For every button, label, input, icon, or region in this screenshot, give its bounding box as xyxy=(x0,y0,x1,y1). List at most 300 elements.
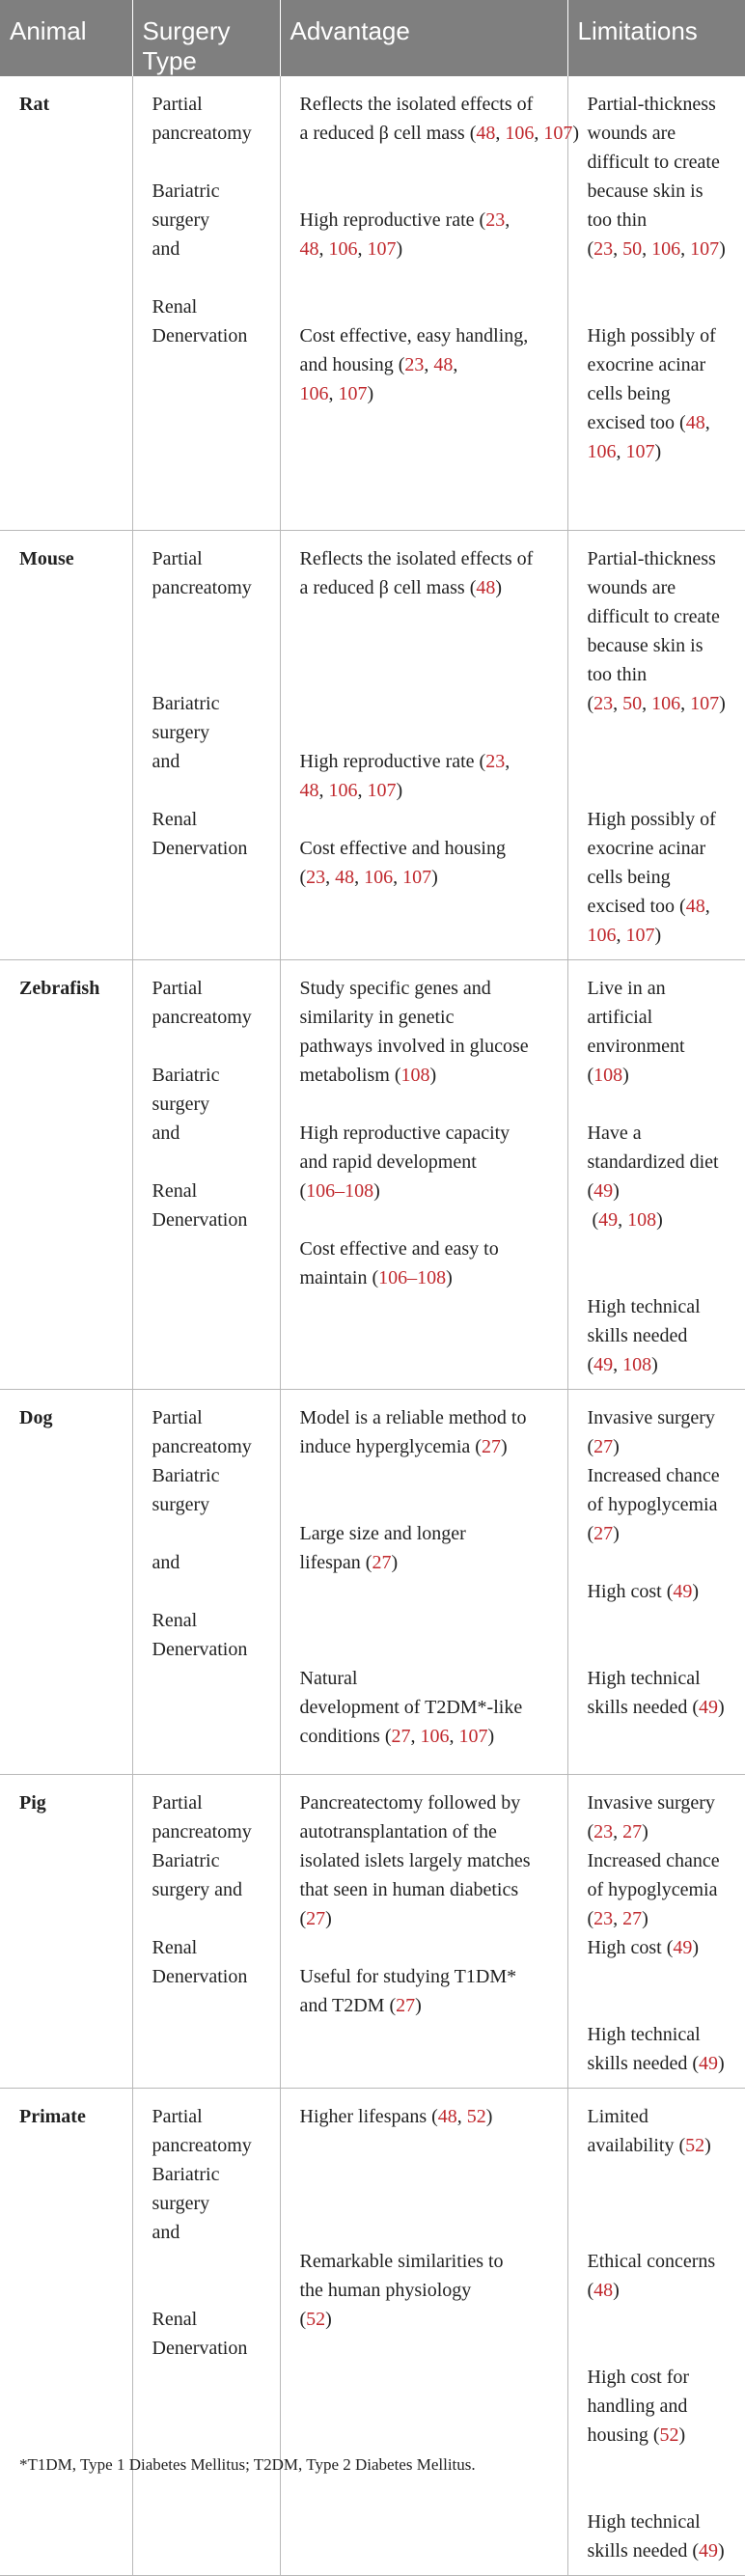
advantage-line xyxy=(300,718,558,747)
advantage-cell xyxy=(280,1389,567,1774)
limitations-line xyxy=(588,2450,736,2479)
header-row xyxy=(0,0,745,76)
advantage-line xyxy=(300,1635,558,1664)
limitations-line: environment xyxy=(587,1035,685,1057)
limitations-line: High technical xyxy=(587,1667,701,1689)
table-row xyxy=(0,2088,745,2575)
surgery-line: surgery xyxy=(152,721,210,743)
surgery-line: pancreatomy xyxy=(152,1006,252,1028)
limitations-line: (49) xyxy=(587,1179,620,1202)
surgery-cell xyxy=(132,76,280,530)
limitations-line: excised too (48, xyxy=(587,412,710,433)
citation-link[interactable]: 106 xyxy=(420,1725,450,1747)
surgery-line: surgery xyxy=(152,2192,210,2214)
surgery-line: surgery and xyxy=(152,1878,242,1900)
advantage-line xyxy=(300,263,558,292)
limitations-line xyxy=(588,1263,736,1292)
surgery-line: pancreatomy xyxy=(152,576,252,598)
limitations-line: (48) xyxy=(587,2279,620,2301)
limitations-cell xyxy=(567,2088,745,2575)
advantage-line: similarity in genetic xyxy=(299,1006,455,1028)
surgery-line xyxy=(152,1519,270,1548)
limitations-line: difficult to create xyxy=(587,152,720,173)
table-row xyxy=(0,959,745,1389)
citation-link[interactable]: 106 xyxy=(328,779,358,801)
surgery-line: pancreatomy xyxy=(152,123,252,144)
limitations-line: (23, 27) xyxy=(587,1907,648,1929)
limitations-line: Increased chance xyxy=(587,1849,720,1871)
advantage-line xyxy=(300,660,558,689)
citation-link[interactable]: 49 xyxy=(593,1179,614,1202)
limitations-line xyxy=(588,2305,736,2334)
advantage-line xyxy=(300,1933,558,1962)
advantage-line xyxy=(300,689,558,718)
advantage-line: metabolism (108) xyxy=(299,1064,437,1086)
advantage-line: and rapid development xyxy=(299,1150,477,1173)
citation-link[interactable]: 106–108 xyxy=(378,1266,447,1288)
table-body xyxy=(0,76,745,2575)
advantage-line: conditions (27, 106, 107) xyxy=(299,1725,495,1747)
surgery-line xyxy=(152,602,270,631)
citation-link[interactable]: 50 xyxy=(622,692,643,714)
limitations-line: wounds are xyxy=(587,576,676,598)
citation-link[interactable]: 49 xyxy=(673,1936,693,1958)
animal-cell xyxy=(0,76,132,530)
advantage-line: maintain (106–108) xyxy=(299,1266,453,1288)
surgery-line: Bariatric xyxy=(152,692,220,714)
advantage-cell xyxy=(280,76,580,530)
limitations-line: High technical xyxy=(587,2023,701,2045)
citation-link[interactable]: 48 xyxy=(299,238,319,260)
limitations-line xyxy=(588,292,736,321)
citation-link[interactable]: 108 xyxy=(627,1208,657,1231)
header-surgery-type xyxy=(132,0,280,76)
citation-link[interactable]: 107 xyxy=(458,1725,488,1747)
surgery-line: Renal xyxy=(152,2308,198,2330)
header-label: Advantage xyxy=(290,16,410,45)
limitations-line: difficult to create xyxy=(587,605,720,627)
citation-link[interactable]: 107 xyxy=(690,238,720,260)
citation-link[interactable]: 23 xyxy=(485,750,506,772)
surgery-line: Bariatric xyxy=(152,1464,220,1486)
surgery-line: surgery xyxy=(152,1493,210,1515)
table-row xyxy=(0,530,745,959)
citation-link[interactable]: 106 xyxy=(364,866,394,888)
limitations-cell xyxy=(567,1774,745,2088)
animal-cell xyxy=(0,1774,132,2088)
citation-link[interactable]: 48 xyxy=(433,354,454,375)
citation-link[interactable]: 48 xyxy=(476,123,496,144)
citation-link[interactable]: 49 xyxy=(593,1353,614,1375)
advantage-line: isolated islets largely matches xyxy=(299,1849,531,1871)
limitations-line: Ethical concerns xyxy=(587,2250,716,2272)
citation-link[interactable]: 49 xyxy=(699,2052,719,2074)
limitations-line: too thin xyxy=(587,663,648,685)
surgery-line: Bariatric xyxy=(152,1064,220,1086)
limitations-line xyxy=(588,1991,736,2020)
surgery-line: Denervation xyxy=(152,1638,248,1660)
advantage-line: the human physiology xyxy=(299,2279,472,2301)
limitations-line xyxy=(588,747,736,776)
advantage-line: Natural xyxy=(299,1667,358,1689)
limitations-line xyxy=(588,718,736,747)
surgery-line: Renal xyxy=(152,296,198,318)
limitations-line: (27) xyxy=(587,1522,620,1544)
limitations-line xyxy=(588,1606,736,1635)
advantage-line: development of T2DM*-like xyxy=(299,1696,523,1718)
header-animal xyxy=(0,0,132,76)
advantage-line xyxy=(300,2131,558,2160)
header-label: Limitations xyxy=(577,16,698,45)
limitations-line: Limited xyxy=(587,2105,648,2127)
limitations-line: High cost for xyxy=(587,2366,690,2388)
citation-link[interactable]: 108 xyxy=(622,1353,652,1375)
surgery-line: and xyxy=(152,1122,180,1144)
limitations-line: cells being xyxy=(587,383,671,404)
advantage-line: Cost effective and housing xyxy=(299,837,506,859)
advantage-line: 106, 107) xyxy=(299,383,374,404)
citation-link[interactable]: 106 xyxy=(651,238,681,260)
citation-link[interactable]: 49 xyxy=(673,1580,693,1602)
animal-name: Primate xyxy=(19,2105,86,2127)
limitations-line xyxy=(588,1234,736,1263)
limitations-line: Invasive surgery xyxy=(587,1406,715,1428)
limitations-line: (23, 27) xyxy=(587,1820,648,1842)
citation-link[interactable]: 108 xyxy=(400,1064,430,1086)
advantage-line xyxy=(300,292,558,321)
advantage-line xyxy=(300,1490,558,1519)
surgery-line xyxy=(152,776,270,805)
advantage-line: autotransplantation of the xyxy=(299,1820,497,1842)
citation-link[interactable]: 52 xyxy=(466,2105,486,2127)
surgery-line xyxy=(152,660,270,689)
header-advantage xyxy=(280,0,567,76)
surgery-line: Renal xyxy=(152,1609,198,1631)
surgery-line: Bariatric xyxy=(152,1849,220,1871)
animal-name: Mouse xyxy=(19,547,74,569)
limitations-line: because skin is xyxy=(587,634,704,656)
citation-link[interactable]: 106 xyxy=(505,123,535,144)
citation-link[interactable]: 27 xyxy=(372,1551,392,1573)
advantage-line xyxy=(300,2189,558,2218)
limitations-line xyxy=(588,2479,736,2507)
limitations-line: skills needed (49) xyxy=(587,1696,725,1718)
limitations-line: standardized diet xyxy=(587,1150,719,1173)
advantage-line: Cost effective, easy handling, xyxy=(299,325,529,346)
animal-cell xyxy=(0,1389,132,1774)
animal-name: Pig xyxy=(19,1791,46,1814)
advantage-cell xyxy=(280,2088,567,2575)
advantage-line: Higher lifespans (48, 52) xyxy=(299,2105,493,2127)
citation-link[interactable]: 27 xyxy=(593,1435,614,1457)
surgery-line: pancreatomy xyxy=(152,2134,252,2156)
advantage-line: and T2DM (27) xyxy=(299,1994,422,2016)
citation-link[interactable]: 52 xyxy=(659,2424,679,2446)
limitations-line: (108) xyxy=(587,1064,629,1086)
limitations-line xyxy=(588,776,736,805)
advantage-line xyxy=(300,631,558,660)
limitations-line: Partial-thickness xyxy=(587,94,716,115)
advantage-line: (106–108) xyxy=(299,1179,380,1202)
citation-link[interactable]: 27 xyxy=(396,1994,416,2016)
surgery-cell xyxy=(132,530,280,959)
advantage-line: Pancreatectomy followed by xyxy=(299,1791,521,1814)
limitations-line: (49, 108) xyxy=(587,1208,663,1231)
limitations-line: (23, 50, 106, 107) xyxy=(587,238,726,260)
citation-link[interactable]: 107 xyxy=(690,692,720,714)
advantage-line: High reproductive rate (23, xyxy=(299,209,510,231)
surgery-line: Partial xyxy=(152,977,203,999)
surgery-line: Denervation xyxy=(152,1965,248,1987)
citation-link[interactable]: 50 xyxy=(622,238,643,260)
citation-link[interactable]: 23 xyxy=(306,866,326,888)
limitations-line: because skin is xyxy=(587,180,704,202)
surgery-line: surgery xyxy=(152,209,210,231)
citation-link[interactable]: 52 xyxy=(685,2134,705,2156)
citation-link[interactable]: 106 xyxy=(328,238,358,260)
limitations-line: Live in an xyxy=(587,977,666,999)
citation-link[interactable]: 23 xyxy=(593,692,614,714)
limitations-line xyxy=(588,2218,736,2247)
animal-cell xyxy=(0,530,132,959)
surgery-cell xyxy=(132,1389,280,1774)
surgery-line xyxy=(152,631,270,660)
advantage-line xyxy=(300,1577,558,1606)
citation-link[interactable]: 108 xyxy=(593,1064,623,1086)
limitations-line xyxy=(588,1962,736,1991)
surgery-line xyxy=(152,2276,270,2305)
surgery-line: Bariatric xyxy=(152,180,220,202)
limitations-line: availability (52) xyxy=(587,2134,711,2156)
limitations-line: of hypoglycemia xyxy=(587,1878,718,1900)
surgery-line xyxy=(152,148,270,177)
limitations-line: skills needed (49) xyxy=(587,2052,725,2074)
citation-link[interactable]: 107 xyxy=(543,123,573,144)
limitations-line: High cost (49) xyxy=(587,1580,700,1602)
surgery-line: and xyxy=(152,238,180,260)
surgery-line: and xyxy=(152,2221,180,2243)
limitations-cell xyxy=(567,959,745,1389)
limitations-line xyxy=(588,2160,736,2189)
surgery-line xyxy=(152,1032,270,1061)
citation-link[interactable]: 107 xyxy=(367,238,397,260)
advantage-line xyxy=(300,805,558,834)
limitations-line: skills needed xyxy=(587,1324,688,1346)
limitations-line: (49, 108) xyxy=(587,1353,658,1375)
footnote: *T1DM, Type 1 Diabetes Mellitus; T2DM, Type 2 Diabetes Mellitus. xyxy=(19,2455,476,2474)
animal-cell xyxy=(0,959,132,1389)
citation-link[interactable]: 48 xyxy=(593,2279,614,2301)
limitations-line: skills needed (49) xyxy=(587,2539,725,2562)
surgery-cell xyxy=(132,2088,280,2575)
surgery-line: and xyxy=(152,750,180,772)
surgery-line: Renal xyxy=(152,1179,198,1202)
surgery-line: Partial xyxy=(152,2105,203,2127)
header-label: Surgery Type xyxy=(142,16,231,75)
advantage-cell xyxy=(280,959,567,1389)
animal-name: Zebrafish xyxy=(19,977,100,999)
surgery-line xyxy=(152,263,270,292)
citation-link[interactable]: 49 xyxy=(699,1696,719,1718)
surgery-cell xyxy=(132,1774,280,2088)
limitations-line: of hypoglycemia xyxy=(587,1493,718,1515)
advantage-line: Remarkable similarities to xyxy=(299,2250,504,2272)
surgery-line: Partial xyxy=(152,94,203,115)
advantage-line: Cost effective and easy to xyxy=(299,1237,499,1260)
limitations-line: High cost (49) xyxy=(587,1936,700,1958)
advantage-line: High reproductive rate (23, xyxy=(299,750,510,772)
advantage-line: High reproductive capacity xyxy=(299,1122,510,1144)
advantage-line xyxy=(300,602,558,631)
limitations-line: Have a xyxy=(587,1122,642,1144)
advantage-line: lifespan (27) xyxy=(299,1551,399,1573)
advantage-line: Reflects the isolated effects of xyxy=(299,94,534,115)
limitations-line: High possibly of xyxy=(587,808,716,830)
limitations-line xyxy=(588,2189,736,2218)
advantage-line: Large size and longer xyxy=(299,1522,466,1544)
surgery-line xyxy=(152,2247,270,2276)
limitations-line: Increased chance xyxy=(587,1464,720,1486)
limitations-line: too thin xyxy=(587,209,648,231)
table-row xyxy=(0,76,745,530)
citation-link[interactable]: 27 xyxy=(391,1725,411,1747)
limitations-line: 106, 107) xyxy=(587,924,662,946)
limitations-line: Partial-thickness xyxy=(587,547,716,569)
citation-link[interactable]: 48 xyxy=(335,866,355,888)
limitations-line: cells being xyxy=(587,866,671,888)
citation-link[interactable]: 107 xyxy=(367,779,397,801)
advantage-line: that seen in human diabetics xyxy=(299,1878,519,1900)
citation-link[interactable]: 107 xyxy=(338,383,368,404)
limitations-line: handling and xyxy=(587,2395,688,2417)
surgery-line: pancreatomy xyxy=(152,1820,252,1842)
advantage-line: Useful for studying T1DM* xyxy=(299,1965,517,1987)
advantage-line xyxy=(300,1090,558,1119)
citation-link[interactable]: 52 xyxy=(306,2308,326,2330)
surgery-line: pancreatomy xyxy=(152,1435,252,1457)
limitations-line xyxy=(588,1548,736,1577)
limitations-line: (27) xyxy=(587,1435,620,1457)
surgery-line: Bariatric xyxy=(152,2163,220,2185)
advantage-line: (27) xyxy=(299,1907,332,1929)
limitations-line: 106, 107) xyxy=(587,441,662,462)
animal-name: Rat xyxy=(19,94,50,115)
citation-link[interactable]: 23 xyxy=(593,1820,614,1842)
limitations-line: artificial xyxy=(587,1006,653,1028)
advantage-cell xyxy=(280,530,567,959)
table-row xyxy=(0,1389,745,1774)
citation-link[interactable]: 106–108 xyxy=(306,1179,374,1202)
advantage-line: Model is a reliable method to xyxy=(299,1406,527,1428)
limitations-line: excised too (48, xyxy=(587,895,710,917)
limitations-cell xyxy=(567,1389,745,1774)
advantage-line xyxy=(300,1205,558,1234)
surgery-line: Partial xyxy=(152,1791,203,1814)
advantage-line: 48, 106, 107) xyxy=(299,779,403,801)
surgery-line xyxy=(152,1577,270,1606)
advantage-line: 48, 106, 107) xyxy=(299,238,403,260)
citation-link[interactable]: 48 xyxy=(685,412,705,433)
limitations-cell xyxy=(567,76,745,530)
limitations-line: High technical xyxy=(587,1295,701,1317)
header-limitations xyxy=(567,0,745,76)
surgery-line: Denervation xyxy=(152,2337,248,2359)
surgery-line: Denervation xyxy=(152,837,248,859)
limitations-line xyxy=(588,263,736,292)
advantage-line xyxy=(300,2218,558,2247)
citation-link[interactable]: 27 xyxy=(622,1820,643,1842)
advantage-line: induce hyperglycemia (27) xyxy=(299,1435,508,1457)
header-label: Animal xyxy=(10,16,87,45)
citation-link[interactable]: 48 xyxy=(476,576,496,598)
advantage-line: (52) xyxy=(299,2308,332,2330)
surgery-line: Renal xyxy=(152,1936,198,1958)
citation-link[interactable]: 27 xyxy=(593,1522,614,1544)
surgery-line: and xyxy=(152,1551,180,1573)
limitations-line xyxy=(588,1635,736,1664)
limitations-line: Invasive surgery xyxy=(587,1791,715,1814)
citation-link[interactable]: 106 xyxy=(299,383,329,404)
citation-link[interactable]: 49 xyxy=(699,2539,719,2562)
citation-link[interactable]: 49 xyxy=(598,1208,619,1231)
surgery-line xyxy=(152,1148,270,1177)
animal-name: Dog xyxy=(19,1406,53,1428)
surgery-line: Partial xyxy=(152,547,203,569)
advantage-cell xyxy=(280,1774,567,2088)
limitations-line: exocrine acinar xyxy=(587,354,706,375)
advantage-line: Study specific genes and xyxy=(299,977,491,999)
advantage-line: a reduced β cell mass (48) xyxy=(299,576,503,598)
surgery-line: surgery xyxy=(152,1093,210,1115)
surgery-cell xyxy=(132,959,280,1389)
citation-link[interactable]: 48 xyxy=(685,895,705,917)
citation-link[interactable]: 48 xyxy=(437,2105,457,2127)
advantage-line: (23, 48, 106, 107) xyxy=(299,866,438,888)
animal-cell xyxy=(0,2088,132,2575)
limitations-line: wounds are xyxy=(587,123,676,144)
surgery-line xyxy=(152,1904,270,1933)
citation-link[interactable]: 107 xyxy=(625,924,655,946)
citation-link[interactable]: 23 xyxy=(593,238,614,260)
advantage-line: pathways involved in glucose xyxy=(299,1035,529,1057)
limitations-line: housing (52) xyxy=(587,2424,686,2446)
limitations-line: High possibly of xyxy=(587,325,716,346)
citation-link[interactable]: 27 xyxy=(481,1435,501,1457)
citation-link[interactable]: 106 xyxy=(587,441,617,462)
citation-link[interactable]: 107 xyxy=(402,866,432,888)
limitations-line: (23, 50, 106, 107) xyxy=(587,692,726,714)
advantage-line xyxy=(300,177,558,206)
surgery-line: Partial xyxy=(152,1406,203,1428)
citation-link[interactable]: 23 xyxy=(485,209,506,231)
table-row xyxy=(0,1774,745,2088)
citation-link[interactable]: 107 xyxy=(625,441,655,462)
surgery-line: Denervation xyxy=(152,1208,248,1231)
citation-link[interactable]: 27 xyxy=(622,1907,643,1929)
limitations-cell xyxy=(567,530,745,959)
citation-link[interactable]: 23 xyxy=(404,354,425,375)
citation-link[interactable]: 106 xyxy=(651,692,681,714)
limitations-line: exocrine acinar xyxy=(587,837,706,859)
surgery-line: Denervation xyxy=(152,325,248,346)
advantage-line xyxy=(300,1461,558,1490)
advantage-line: Reflects the isolated effects of xyxy=(299,547,534,569)
citation-link[interactable]: 23 xyxy=(593,1907,614,1929)
citation-link[interactable]: 48 xyxy=(299,779,319,801)
citation-link[interactable]: 27 xyxy=(306,1907,326,1929)
advantage-line xyxy=(300,2160,558,2189)
citation-link[interactable]: 106 xyxy=(587,924,617,946)
